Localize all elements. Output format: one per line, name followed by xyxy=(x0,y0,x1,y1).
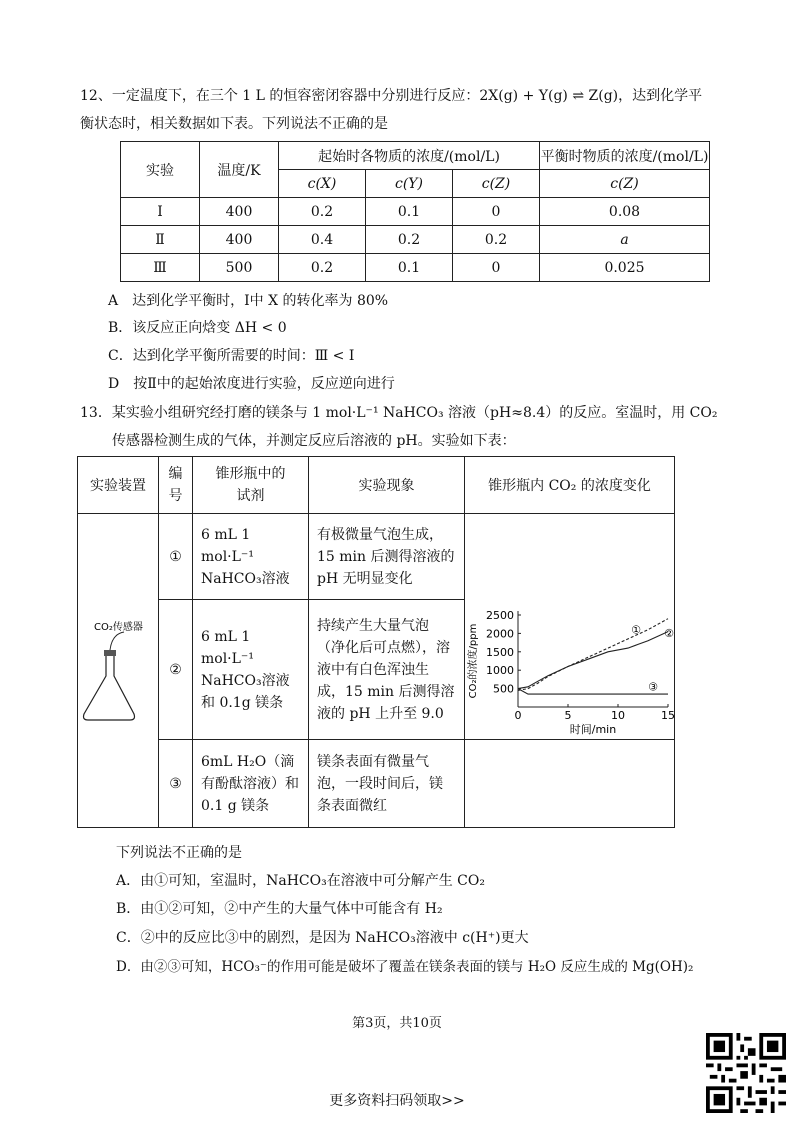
q13-option-d: D．由②③可知，HCO₃⁻的作用可能是破坏了覆盖在镁条表面的镁与 H₂O 反应生成的 Mg(OH)₂ xyxy=(116,959,694,975)
q12-row3-cx: 0.2 xyxy=(279,254,366,282)
y-tick-label: 1500 xyxy=(486,645,514,659)
q13-row1-phenom: 有极微量气泡生成，15 min 后测得溶液的 pH 无明显变化 xyxy=(309,514,465,600)
q12-header-initial: 起始时各物质的浓度/(mol/L) xyxy=(279,142,540,170)
y-tick-label: 500 xyxy=(493,682,514,696)
series-line-3 xyxy=(518,689,668,695)
flask-stopper xyxy=(104,650,116,656)
q12-row1-cx: 0.2 xyxy=(279,198,366,226)
table-row xyxy=(121,198,710,226)
q12-row1-temp: 400 xyxy=(200,198,279,226)
q12-row1-eq: 0.08 xyxy=(540,198,710,226)
q12-row3-cy: 0.1 xyxy=(366,254,453,282)
q13-row2-reagent: 6 mL 1 mol·L⁻¹ NaHCO₃溶液和 0.1g 镁条 xyxy=(193,600,309,740)
y-tick-label: 1000 xyxy=(486,664,514,678)
q13-option-a: A．由①可知，室温时，NaHCO₃在溶液中可分解产生 CO₂ xyxy=(116,873,485,889)
q12-sub-cz: c(Z) xyxy=(453,170,540,198)
q12-row1-cz: 0 xyxy=(453,198,540,226)
flask-outline xyxy=(84,654,135,720)
q13-stem-line2: 传感器检测生成的气体，并测定反应后溶液的 pH。实验如下表： xyxy=(112,433,516,449)
x-axis-label: 时间/min xyxy=(569,723,617,735)
q12-row2-temp: 400 xyxy=(200,226,279,254)
table-row xyxy=(121,226,710,254)
q12-row2-cy: 0.2 xyxy=(366,226,453,254)
sensor-wire xyxy=(110,632,124,650)
y-tick-label: 2500 xyxy=(486,609,514,622)
q12-row2-cz: 0.2 xyxy=(453,226,540,254)
q12-row3-temp: 500 xyxy=(200,254,279,282)
q12-option-b: B．该反应正向焓变 ΔH < 0 xyxy=(108,320,287,336)
q12-row1-id: Ⅰ xyxy=(121,198,200,226)
q13-header-phenom: 实验现象 xyxy=(309,457,465,514)
series-label-3: ③ xyxy=(648,680,658,694)
page-number: 第3页，共10页 xyxy=(352,1016,442,1031)
x-tick-label: 5 xyxy=(564,709,572,722)
q12-stem-line2: 衡状态时，相关数据如下表。下列说法不正确的是 xyxy=(80,116,388,132)
co2-concentration-chart xyxy=(466,605,676,735)
q13-header-co2: 锥形瓶内 CO₂ 的浓度变化 xyxy=(465,457,675,514)
q13-row3-reagent: 6mL H₂O（滴有酚酞溶液）和 0.1 g 镁条 xyxy=(193,740,309,828)
q13-row2-no: ② xyxy=(159,600,193,740)
table-row xyxy=(121,254,710,282)
q12-row3-eq: 0.025 xyxy=(540,254,710,282)
more-resources-link[interactable]: 更多资料扫码领取>> xyxy=(329,1093,465,1109)
q12-header-temp: 温度/K xyxy=(200,142,279,198)
x-tick-label: 10 xyxy=(611,709,625,722)
q13-header-device: 实验装置 xyxy=(78,457,159,514)
q12-sub-cx: c(X) xyxy=(279,170,366,198)
q13-option-b: B．由①②可知，②中产生的大量气体中可能含有 H₂ xyxy=(116,901,443,917)
q13-header-no: 编号 xyxy=(159,457,193,514)
q13-empty-cell xyxy=(465,740,675,828)
q12-option-d: D 按Ⅱ中的起始浓度进行实验，反应逆向进行 xyxy=(108,376,395,392)
x-tick-label: 15 xyxy=(661,709,675,722)
q12-table xyxy=(120,141,710,282)
q13-row2-phenom: 持续产生大量气泡（净化后可点燃），溶液中有白色浑浊生成，15 min 后测得溶液的 pH 上升至 9.0 xyxy=(309,600,465,740)
qr-code-icon[interactable] xyxy=(706,1033,786,1113)
q12-row2-id: Ⅱ xyxy=(121,226,200,254)
series-label-1: ① xyxy=(631,623,641,637)
y-tick-label: 2000 xyxy=(486,627,514,641)
table-row xyxy=(78,740,675,828)
sensor-label: CO₂传感器 xyxy=(94,621,143,633)
q13-option-c: C．②中的反应比③中的剧烈，是因为 NaHCO₃溶液中 c(H⁺)更大 xyxy=(116,930,529,946)
q13-question: 下列说法不正确的是 xyxy=(116,845,242,861)
q12-row3-cz: 0 xyxy=(453,254,540,282)
flask-sensor-diagram xyxy=(78,614,158,724)
q12-sub-cy: c(Y) xyxy=(366,170,453,198)
q13-row3-no: ③ xyxy=(159,740,193,828)
q13-row3-phenom: 镁条表面有微量气泡，一段时间后，镁条表面微红 xyxy=(309,740,465,828)
q12-row1-cy: 0.1 xyxy=(366,198,453,226)
series-label-2: ② xyxy=(664,627,674,641)
q13-device-cell xyxy=(78,514,159,828)
q12-row2-eq: a xyxy=(540,226,710,254)
table-row xyxy=(78,514,675,600)
series-line-2 xyxy=(518,632,668,689)
q12-sub-eq-cz: c(Z) xyxy=(540,170,710,198)
q12-option-c: C．达到化学平衡所需要的时间：Ⅲ < Ⅰ xyxy=(108,348,355,364)
q13-row1-no: ① xyxy=(159,514,193,600)
q12-row2-cx: 0.4 xyxy=(279,226,366,254)
y-axis-label: CO₂的浓度/ppm xyxy=(468,623,479,699)
q12-option-a: A 达到化学平衡时，Ⅰ中 X 的转化率为 80% xyxy=(108,293,389,309)
q12-stem-line1: 12、一定温度下，在三个 1 L 的恒容密闭容器中分别进行反应：2X(g) + Y(g) ⇌ Z(g)，达到化学平 xyxy=(80,88,703,104)
q12-header-equil: 平衡时物质的浓度/(mol/L) xyxy=(540,142,710,170)
q13-stem-line1: 13．某实验小组研究经打磨的镁条与 1 mol·L⁻¹ NaHCO₃ 溶液（pH≈8.4）的反应。室温时，用 CO₂ xyxy=(80,405,718,421)
q12-row3-id: Ⅲ xyxy=(121,254,200,282)
q13-header-reagent: 锥形瓶中的试剂 xyxy=(193,457,309,514)
x-tick-label: 0 xyxy=(514,709,522,722)
q13-row1-reagent: 6 mL 1 mol·L⁻¹ NaHCO₃溶液 xyxy=(193,514,309,600)
q12-header-experiment: 实验 xyxy=(121,142,200,198)
